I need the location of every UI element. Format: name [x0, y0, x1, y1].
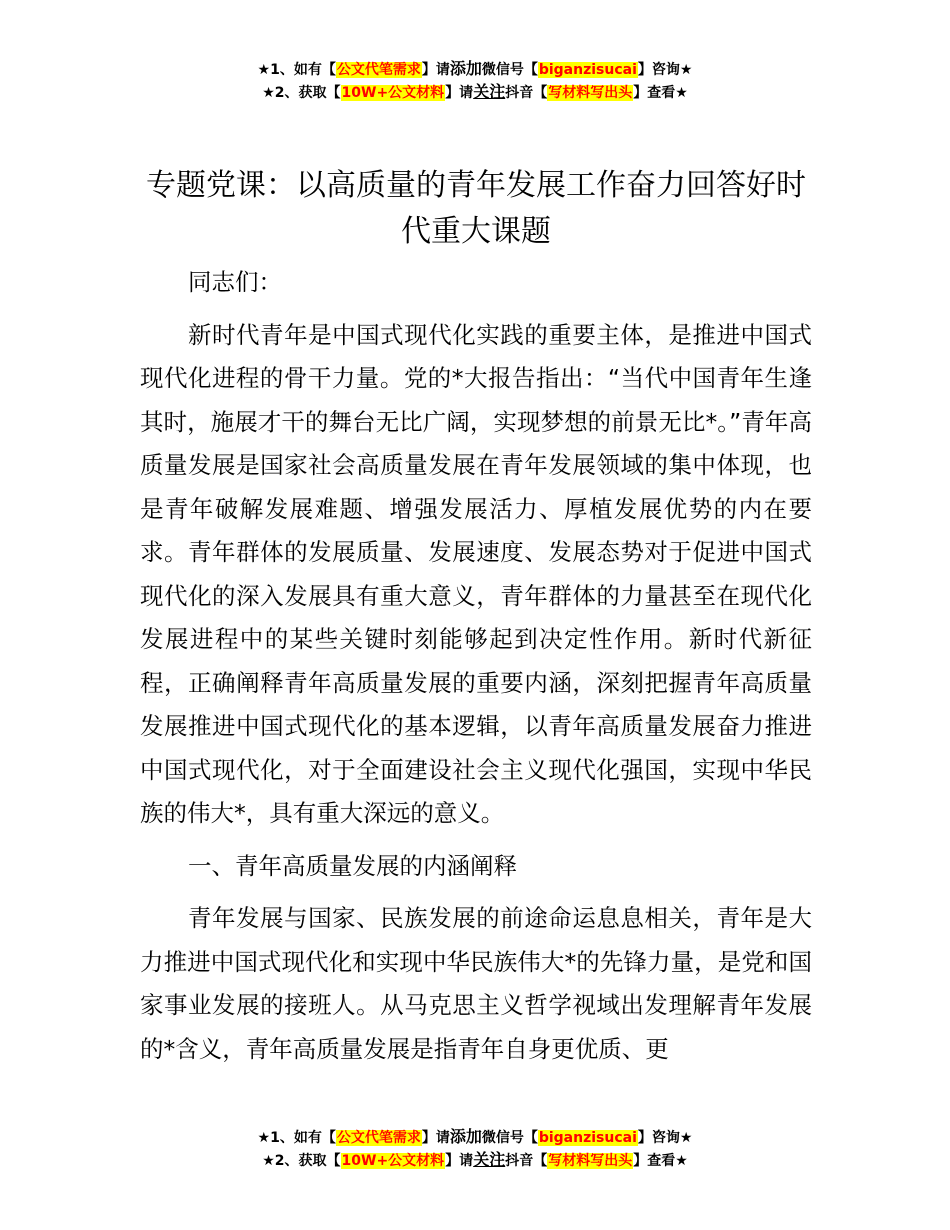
top-promo-banner — [0, 58, 950, 104]
promo-highlight: 10W+公文材料 — [341, 85, 445, 101]
promo-text: 】查看★ — [633, 1153, 688, 1169]
promo-text: ★1、如有【 — [257, 62, 336, 78]
promo-text: 】咨询★ — [637, 1130, 693, 1146]
bottom-promo-banner — [0, 1126, 950, 1172]
promo-highlight: 10W+公文材料 — [341, 1153, 445, 1169]
promo-line-2 — [0, 81, 950, 104]
promo-text: 】请 — [421, 62, 450, 78]
promo-text: 】请 — [445, 85, 474, 101]
promo-text: 】查看★ — [633, 85, 688, 101]
promo-highlight: biganzisucai — [538, 1130, 637, 1146]
body-paragraph: 新时代青年是中国式现代化实践的重要主体，是推进中国式现代化进程的骨干力量。党的*大报告指出：“当代中国青年生逢其时，施展才干的舞台无比广阔，实现梦想的前景无比*。”青年高质量发展是国家社会高质量发展在青年发展领域的集中体现，也是青年破解发展难题、增强发展活力、厚植发展优势的内在要求。青年群体的发展质量、发展速度、发展态势对于促进中国式现代化的深入发展具有重大意义，青年群体的力量甚至在现代化发展进程中的某些关键时刻能够起到决定性作用。新时代新征程，正确阐释青年高质量发展的重要内涵，深刻把握青年高质量发展推进中国式现代化的基本逻辑，以青年高质量发展奋力推进中国式现代化，对于全面建设社会主义现代化强国，实现中华民族的伟大*，具有重大深远的意义。 — [140, 320, 812, 827]
promo-text: 】请 — [421, 1130, 450, 1146]
promo-text: ★2、获取【 — [262, 85, 341, 101]
promo-line-1 — [0, 58, 950, 81]
promo-text: 微信号【 — [481, 1130, 538, 1146]
document-title: 专题党课：以高质量的青年发展工作奋力回答好时代重大课题 — [146, 168, 806, 249]
promo-line-2 — [0, 1149, 950, 1172]
document-body — [140, 163, 812, 1071]
promo-text: 抖音【 — [505, 85, 548, 101]
promo-text: 】咨询★ — [637, 62, 693, 78]
promo-highlight: 公文代笔需求 — [336, 1130, 421, 1146]
promo-emphasis: 添加 — [449, 1127, 482, 1146]
body-paragraph: 青年发展与国家、民族发展的前途命运息息相关，青年是大力推进中国式现代化和实现中华民族伟大*的先锋力量，是党和国家事业发展的接班人。从马克思主义哲学视域出发理解青年发展的*含义，青年高质量发展是指青年自身更优质、更 — [140, 904, 812, 1063]
promo-emphasis: 关注 — [473, 82, 506, 101]
promo-text: 微信号【 — [481, 62, 538, 78]
promo-highlight: 公文代笔需求 — [336, 62, 421, 78]
promo-highlight: biganzisucai — [538, 62, 637, 78]
promo-highlight: 写材料写出头 — [548, 85, 633, 101]
section-heading: 一、青年高质量发展的内涵阐释 — [188, 851, 517, 880]
promo-text: ★1、如有【 — [257, 1130, 336, 1146]
promo-text: 抖音【 — [505, 1153, 548, 1169]
greeting: 同志们： — [188, 268, 282, 296]
promo-line-1 — [0, 1126, 950, 1149]
promo-text: ★2、获取【 — [262, 1153, 341, 1169]
promo-emphasis: 关注 — [473, 1150, 506, 1169]
promo-highlight: 写材料写出头 — [548, 1153, 633, 1169]
promo-text: 】请 — [445, 1153, 474, 1169]
promo-emphasis: 添加 — [449, 59, 482, 78]
